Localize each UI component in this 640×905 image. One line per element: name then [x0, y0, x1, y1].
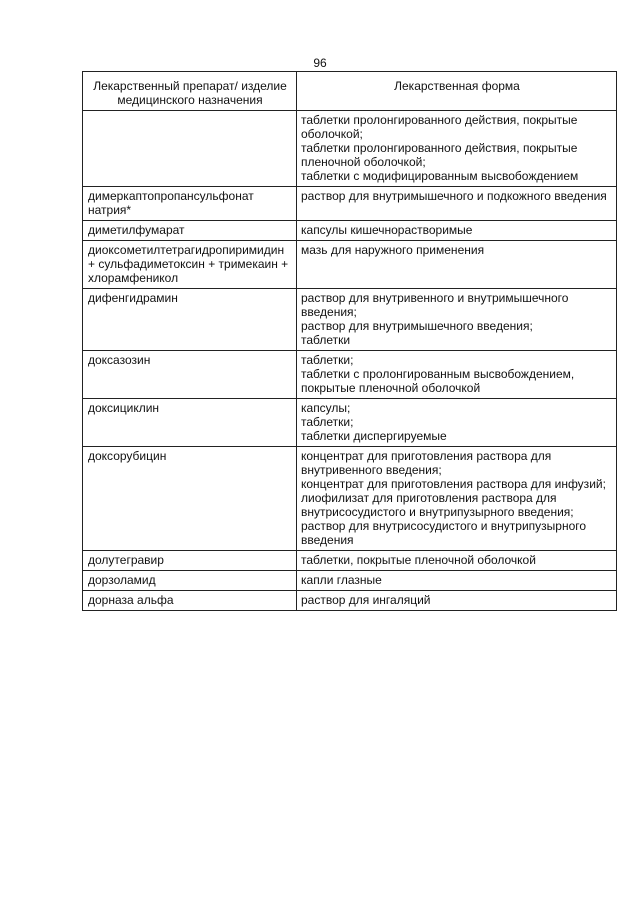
dosage-form-cell	[297, 551, 617, 571]
table-row	[83, 289, 617, 351]
drug-name-cell: доксорубицин	[83, 447, 297, 551]
dosage-form-line: концентрат для приготовления раствора для внутривенного введения;	[301, 449, 552, 477]
dosage-form-line: капли глазные	[301, 573, 382, 587]
dosage-form-line: мазь для наружного применения	[301, 243, 485, 257]
dosage-form-line: таблетки пролонгированного действия, покрытые пленочной оболочкой;	[301, 141, 578, 169]
table-row	[83, 241, 617, 289]
dosage-form-cell	[297, 447, 617, 551]
table-row	[83, 399, 617, 447]
dosage-form-line: таблетки пролонгированного действия, покрытые оболочкой;	[301, 113, 578, 141]
dosage-form-line: таблетки	[301, 333, 351, 347]
dosage-form-cell	[297, 241, 617, 289]
dosage-form-line: концентрат для приготовления раствора для инфузий;	[301, 477, 606, 491]
drug-form-table	[82, 71, 617, 611]
dosage-form-cell	[297, 187, 617, 221]
dosage-form-cell	[297, 221, 617, 241]
table-header-row	[83, 72, 617, 111]
drug-name-cell: доксициклин	[83, 399, 297, 447]
dosage-form-line: лиофилизат для приготовления раствора для внутрисосудистого и внутрипузырного введения;	[301, 491, 574, 519]
drug-name-cell: дорназа альфа	[83, 591, 297, 611]
dosage-form-cell	[297, 351, 617, 399]
table-row	[83, 591, 617, 611]
table-body	[83, 111, 617, 611]
dosage-form-line: таблетки диспергируемые	[301, 429, 447, 443]
drug-name-cell	[83, 111, 297, 187]
dosage-form-line: таблетки с модифицированным высвобождением	[301, 169, 579, 183]
dosage-form-cell	[297, 399, 617, 447]
dosage-form-line: раствор для ингаляций	[301, 593, 431, 607]
header-drug: Лекарственный препарат/ изделие медицинского назначения	[83, 72, 297, 111]
dosage-form-line: капсулы;	[301, 401, 351, 415]
dosage-form-cell	[297, 571, 617, 591]
dosage-form-line: таблетки;	[301, 353, 354, 367]
dosage-form-line: раствор для внутрисосудистого и внутрипузырного введения	[301, 519, 587, 547]
dosage-form-line: раствор для внутривенного и внутримышечного введения;	[301, 291, 569, 319]
drug-name-cell: диоксометилтетрагидропиримидин + сульфадиметоксин + тримекаин + хлорамфеникол	[83, 241, 297, 289]
dosage-form-cell	[297, 111, 617, 187]
dosage-form-line: капсулы кишечнорастворимые	[301, 223, 473, 237]
drug-name-cell: долутегравир	[83, 551, 297, 571]
dosage-form-cell	[297, 289, 617, 351]
table-row	[83, 551, 617, 571]
page-number: 96	[313, 56, 327, 70]
dosage-form-line: таблетки;	[301, 415, 354, 429]
drug-name-cell: диметилфумарат	[83, 221, 297, 241]
dosage-form-cell	[297, 591, 617, 611]
dosage-form-line: таблетки, покрытые пленочной оболочкой	[301, 553, 536, 567]
dosage-form-line: раствор для внутримышечного и подкожного введения	[301, 189, 607, 203]
dosage-form-line: раствор для внутримышечного введения;	[301, 319, 533, 333]
drug-name-cell: димеркаптопропансульфонат натрия*	[83, 187, 297, 221]
header-form: Лекарственная форма	[297, 72, 617, 111]
table-row	[83, 221, 617, 241]
table-row	[83, 111, 617, 187]
table-row	[83, 187, 617, 221]
table-row	[83, 447, 617, 551]
dosage-form-line: таблетки с пролонгированным высвобождением, покрытые пленочной оболочкой	[301, 367, 575, 395]
drug-name-cell: дифенгидрамин	[83, 289, 297, 351]
table-row	[83, 571, 617, 591]
drug-name-cell: дорзоламид	[83, 571, 297, 591]
table-row	[83, 351, 617, 399]
drug-name-cell: доксазозин	[83, 351, 297, 399]
